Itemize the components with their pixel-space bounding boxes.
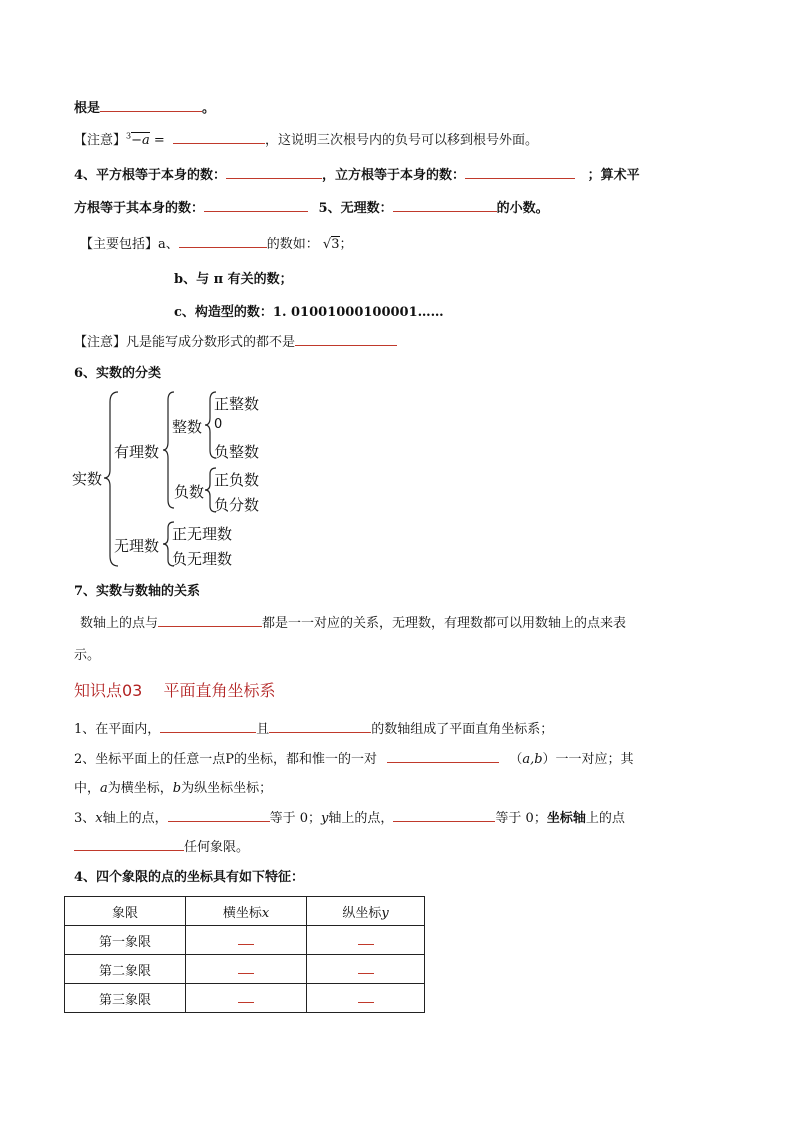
answer-blank[interactable]: [387, 749, 499, 763]
header-x: 横坐标x: [186, 897, 307, 926]
answer-blank: [358, 932, 374, 945]
coord-def: 1、在平面内， 且 的数轴组成了平面直角坐标系；: [74, 718, 553, 737]
label-neg-frac: 负分数: [214, 496, 260, 514]
header-quadrant: 象限: [65, 897, 186, 926]
label-pos-frac: 正负数: [214, 471, 260, 489]
axis-points-line1: 3、x轴上的点， 等于 0；y轴上的点， 等于 0；坐标轴上的点: [74, 807, 625, 826]
answer-blank[interactable]: [393, 808, 495, 822]
label-irrational: 无理数: [114, 537, 160, 555]
label-rational: 有理数: [114, 443, 160, 461]
answer-blank: [238, 961, 254, 974]
item7-line1: 数轴上的点与 都是一一对应的关系，无理数，有理数都可以用数轴上的点来表: [80, 612, 626, 631]
header-y: 纵坐标y: [307, 897, 425, 926]
label-zero: 0: [214, 417, 223, 432]
item4-line2: 方根等于其本身的数： 5、无理数： 的小数。: [74, 197, 549, 216]
sqrt3: √3: [322, 237, 340, 252]
root-index: 3: [126, 131, 132, 141]
axis-points-line2: 任何象限。: [74, 836, 249, 855]
table-header-row: [65, 897, 425, 926]
item7-line2: 示。: [74, 648, 101, 663]
table-row: 第一象限: [65, 926, 425, 955]
main-include-b: b、与 π 有关的数；: [174, 272, 293, 287]
answer-blank[interactable]: [158, 613, 262, 627]
table-row: 第三象限: [65, 984, 425, 1013]
section-heading-number-line: 7、实数与数轴的关系: [74, 584, 201, 599]
label-pos-int: 正整数: [214, 395, 260, 413]
table-row: 第二象限: [65, 955, 425, 984]
answer-blank[interactable]: [74, 837, 184, 851]
answer-blank[interactable]: [168, 808, 270, 822]
item4-line1: 4、平方根等于本身的数： ，立方根等于本身的数： ；算术平: [74, 164, 640, 183]
note-fraction: 【注意】凡是能写成分数形式的都不是: [74, 331, 397, 350]
quadrant-table: [64, 896, 425, 1013]
section-heading-classification: 6、实数的分类: [74, 366, 162, 381]
main-include-a: 【主要包括】a、 的数如： √3；: [80, 233, 353, 252]
quadrant-heading: 4、四个象限的点的坐标具有如下特征：: [74, 870, 305, 885]
section-title: 知识点03 平面直角坐标系: [74, 681, 276, 700]
label-pos-irr: 正无理数: [172, 525, 233, 543]
main-include-c: c、构造型的数：1. 01001000100001……: [174, 305, 444, 320]
coord-point-line1: 2、坐标平面上的任意一点P的坐标，都和惟一的一对 （a,b）一一对应；其: [74, 748, 634, 767]
label-neg-int: 负整数: [214, 443, 260, 461]
label-fraction: 负数: [174, 483, 205, 501]
answer-blank: [358, 990, 374, 1003]
note-cube-root: 【注意】$^3$−a = ，这说明三次根号内的负号可以移到根号外面。: [74, 131, 538, 148]
answer-blank: [358, 961, 374, 974]
label-real: 实数: [72, 470, 103, 488]
radicand: −a: [131, 133, 150, 148]
line-root: 根是 。: [74, 97, 215, 116]
answer-blank[interactable]: [160, 719, 256, 733]
answer-blank: [238, 990, 254, 1003]
label-neg-irr: 负无理数: [172, 550, 233, 568]
answer-blank: [238, 932, 254, 945]
coord-point-line2: 中，a为横坐标，b为纵坐标坐标；: [74, 781, 273, 796]
label-integer: 整数: [172, 418, 203, 436]
answer-blank[interactable]: [269, 719, 371, 733]
